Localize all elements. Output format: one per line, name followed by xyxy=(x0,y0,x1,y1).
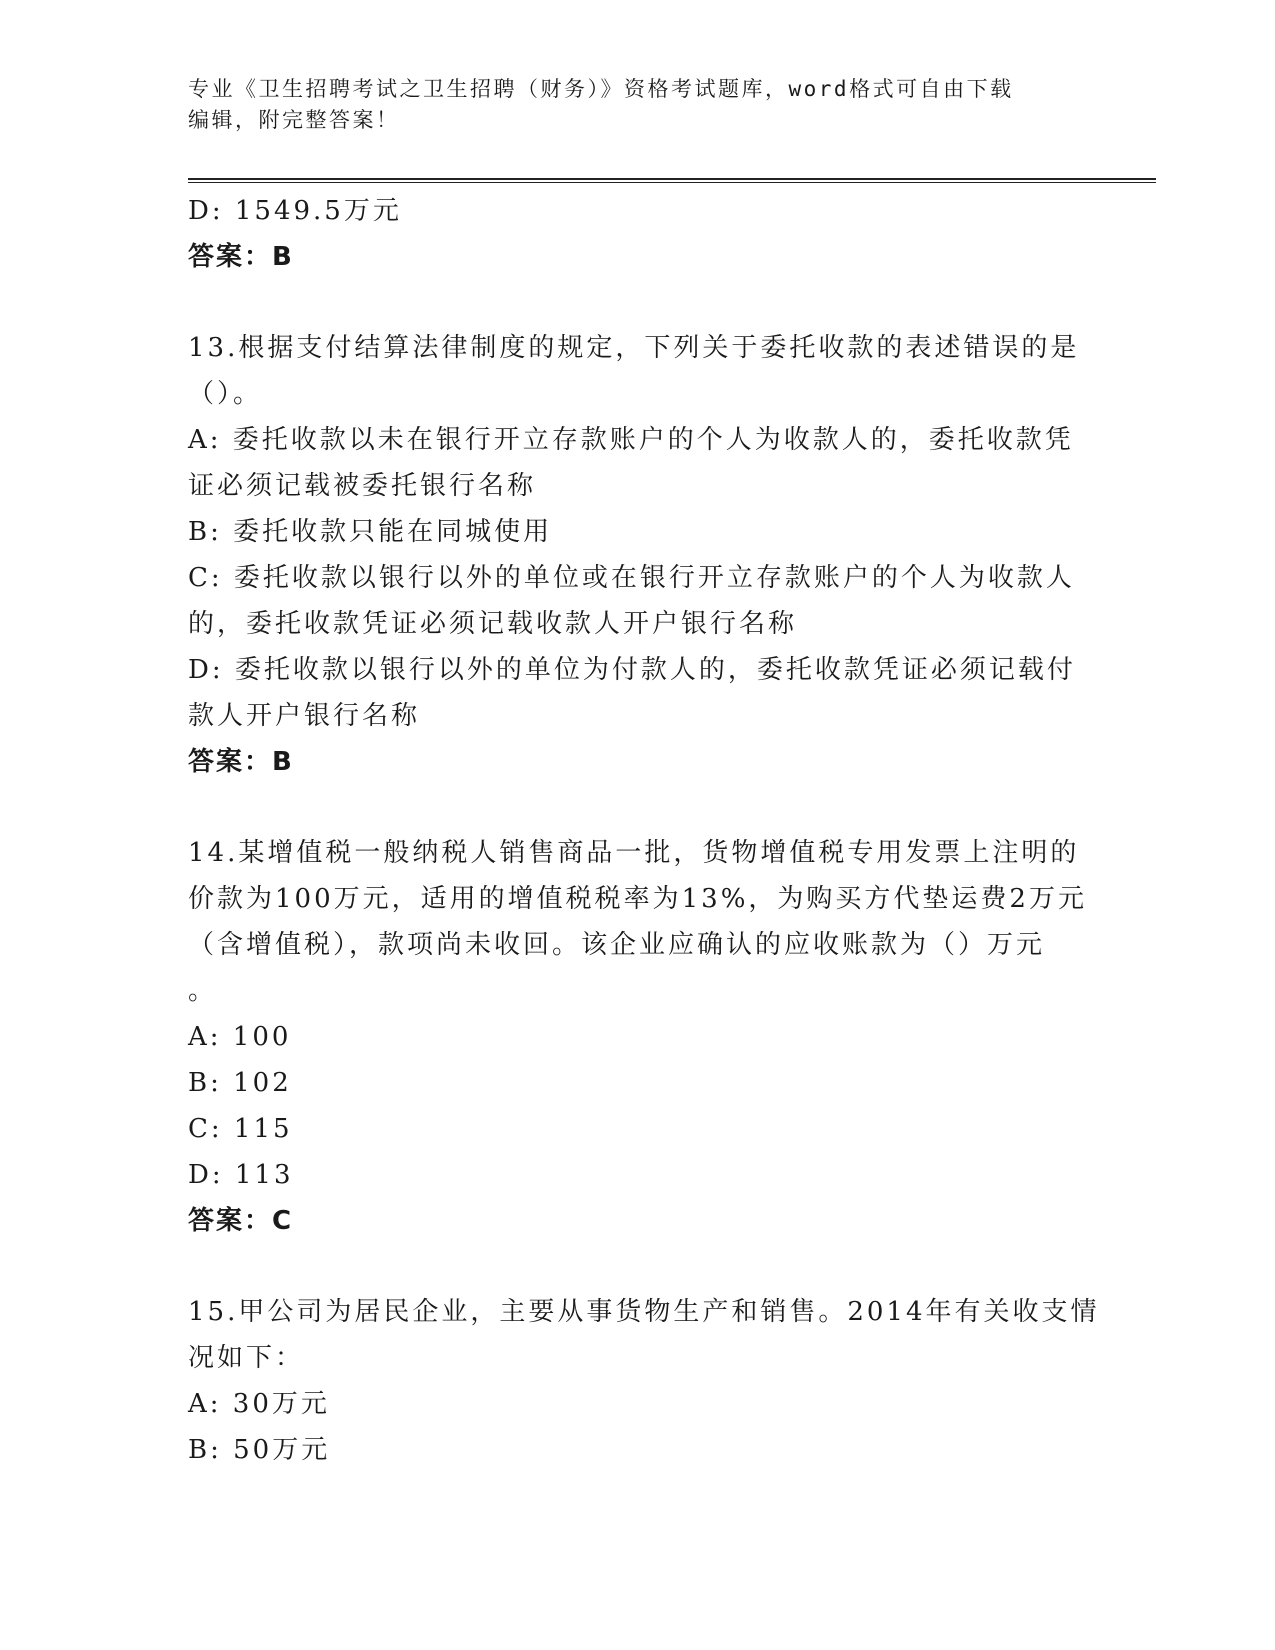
spacer xyxy=(188,280,1088,325)
question-content xyxy=(188,188,1100,1473)
q14-option-c: C: 115 xyxy=(188,1114,293,1144)
q13-answer: 答案：B xyxy=(188,747,294,777)
q14-option-d: D: 113 xyxy=(188,1160,294,1190)
q15-option-b: B: 50万元 xyxy=(188,1435,331,1465)
q12-option-d: D: 1549.5万元 xyxy=(188,196,402,226)
q14-stem-line-3: （含增值税），款项尚未收回。该企业应确认的应收账款为（）万元 xyxy=(188,930,1046,960)
q14-option-a: A: 100 xyxy=(188,1022,292,1052)
q13-option-c-line-2: 的，委托收款凭证必须记载收款人开户银行名称 xyxy=(188,609,798,639)
q15-option-a: A: 30万元 xyxy=(188,1389,330,1419)
q14-stem-line-2: 价款为100万元，适用的增值税税率为13%，为购买方代垫运费2万元 xyxy=(188,884,1087,914)
q13-option-a-line-2: 证必须记载被委托银行名称 xyxy=(188,471,537,501)
q13-option-b: B: 委托收款只能在同城使用 xyxy=(188,517,553,547)
spacer xyxy=(188,785,1088,830)
header-divider xyxy=(188,178,1156,183)
q13-option-c-line-1: C: 委托收款以银行以外的单位或在银行开立存款账户的个人为收款人 xyxy=(188,563,1075,593)
q13-option-a-line-1: A: 委托收款以未在银行开立存款账户的个人为收款人的，委托收款凭 xyxy=(188,425,1074,455)
page-header xyxy=(188,74,1088,136)
q13-option-d-line-2: 款人开户银行名称 xyxy=(188,701,421,731)
q13-option-d-line-1: D: 委托收款以银行以外的单位为付款人的，委托收款凭证必须记载付 xyxy=(188,655,1076,685)
header-line-2: 编辑，附完整答案！ xyxy=(188,108,400,132)
header-line-1: 专业《卫生招聘考试之卫生招聘（财务）》资格考试题库，word格式可自由下载 xyxy=(188,77,1014,101)
q13-stem-line-1: 13.根据支付结算法律制度的规定，下列关于委托收款的表述错误的是 xyxy=(188,333,1080,363)
q14-answer: 答案：C xyxy=(188,1206,294,1236)
q14-stem-line-1: 14.某增值税一般纳税人销售商品一批，货物增值税专用发票上注明的 xyxy=(188,838,1080,868)
q12-answer: 答案：B xyxy=(188,242,294,272)
q15-stem-line-1: 15.甲公司为居民企业，主要从事货物生产和销售。2014年有关收支情 xyxy=(188,1297,1100,1327)
q15-stem-line-2: 况如下： xyxy=(188,1343,305,1373)
spacer xyxy=(188,1244,1088,1289)
q14-option-b: B: 102 xyxy=(188,1068,292,1098)
q14-stem-line-4: 。 xyxy=(188,976,218,1006)
q13-stem-line-2: （）。 xyxy=(188,379,263,409)
